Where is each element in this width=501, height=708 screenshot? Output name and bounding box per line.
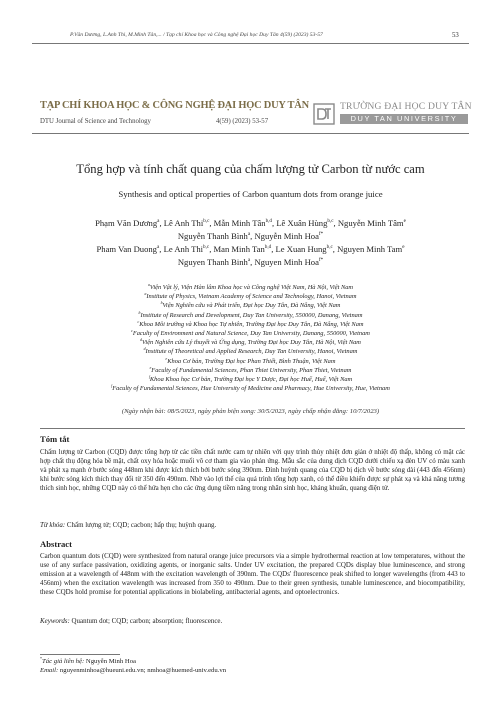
- author-affiliation-mark: f*: [318, 231, 324, 238]
- author-name: Man Minh Tan: [213, 244, 265, 254]
- author-affiliation-mark: a: [247, 231, 251, 238]
- footnote-contact: [40, 655, 137, 665]
- affiliation-text: Khoa Môi trường và Khoa học Tự nhiên, Trường Đại học Duy Tân, Đà Nẵng, Việt Nam: [139, 320, 364, 328]
- logo-name-en: DUY TAN UNIVERSITY: [340, 114, 468, 124]
- affiliation-text: Faculty of Environment and Natural Science, Duy Tan University, Danang, 550000, Vietnam: [132, 330, 370, 338]
- author-affiliation-mark: b,c: [327, 218, 334, 225]
- email-label: Email:: [40, 667, 59, 674]
- affiliations: [30, 283, 471, 393]
- affiliation-mark: e: [165, 356, 168, 361]
- abstract-vi-text: Chấm lượng tử Carbon (CQD) được tổng hợp từ các tiền chất nước cam tự nhiên với quy trình thủy nhiệt đơn giản ở nhiệt độ thấp, không có mặt các hợp chất thụ động hóa bề mặt, chất oxy hóa hoặc muối vô cơ tham gia vào phản ứng. Mẫu sắc của dung dịch CQD dưới chiếu xạ đèn UV có màu xanh và phát xạ mạnh ở bước sóng 448nm khi được kích thích bởi bước sóng 390nm. Đỉnh huỳnh quang của CQD bị dịch về bước sóng dài (443 đến 456nm) khi bước sóng kích thích thay đổi từ 350 đến 490nm. Nhờ vào lợi thế của quá trình tổng hợp xanh, có thể điều khiển được sự phát xạ và khả năng tương thích sinh học, những CQD này có thể hứa hẹn cho các ứng dụng tiềm năng trong nhãn sinh học, kháng khuẩn, quang điện tử.: [40, 448, 465, 493]
- author-name: Pham Van Duong: [96, 244, 157, 254]
- author-name: Mẫn Minh Tân: [213, 218, 266, 228]
- header-rule: [32, 43, 469, 44]
- journal-volume: 4(59) (2023) 53-57: [216, 118, 269, 125]
- affiliation-text: Viện Nghiên cứu và Phát triển, Đại học Duy Tân, Đà Nẵng, Việt Nam: [162, 302, 341, 310]
- abstract-vi-heading: Tóm tắt: [40, 434, 70, 444]
- affiliation-line: [30, 357, 471, 366]
- journal-name-vi: TẠP CHÍ KHOA HỌC & CÔNG NGHỆ ĐẠI HỌC DUY TÂN: [40, 100, 309, 111]
- abstract-rule: [40, 428, 465, 429]
- abstract-en-heading: Abstract: [40, 539, 72, 549]
- affiliation-text: Faculty of Fundamental Sciences, Phan Thiet University, Phan Thiet, Vietnam: [151, 366, 352, 374]
- logo-name-vi: TRƯỜNG ĐẠI HỌC DUY TÂN: [340, 101, 472, 112]
- affiliation-mark: f: [148, 374, 150, 379]
- affiliation-line: [30, 338, 471, 347]
- author-name: Le Xuan Hung: [275, 244, 327, 254]
- authors-vi-line1: Phạm Văn Dương$^a$, Lê Anh Thi$^{b,c}$, Mẫn Minh Tân$^{b,d}$, Lê Xuân Hùng$^{b,c}$, Nguyễn Minh Tâm$^e$: [95, 218, 406, 228]
- keywords-en-values: Quantum dot; CQD; carbon; absorption; fluorescence.: [71, 617, 223, 625]
- author-affiliation-mark: f*: [318, 257, 324, 264]
- contact-name: Nguyễn Minh Hoa: [85, 658, 137, 665]
- author-name: Nguyễn Minh Hoa: [254, 231, 319, 241]
- footnote-marker: *: [40, 655, 43, 661]
- author-affiliation-mark: b,c: [203, 244, 210, 251]
- journal-rule: [32, 133, 469, 134]
- affiliation-mark: f: [111, 384, 113, 389]
- keywords-en-label: Keywords:: [40, 617, 70, 625]
- running-header: P.Văn Dương, L.Anh Thi, M.Minh Tân,... / Tạp chí Khoa học và Công nghệ Đại học Duy Tân 4(59) (2023) 53-57: [70, 32, 323, 38]
- affiliation-mark: d: [143, 347, 146, 352]
- affiliation-line: [30, 320, 471, 329]
- affiliation-line: [30, 292, 471, 301]
- affiliation-text: Institute of Research and Development, Duy Tan University, 550000, Danang, Vietnam: [140, 311, 363, 319]
- author-affiliation-mark: e: [403, 218, 406, 225]
- authors-en-line2: Nguyen Thanh Binh$^a$, Nguyen Minh Hoa$^{f*}$: [177, 257, 324, 267]
- author-name: Nguyen Minh Hoa: [254, 257, 319, 267]
- affiliation-text: Viện Nghiên cứu Lý thuyết và Ứng dụng, Trường Đại học Duy Tân, Hà Nội, Việt Nam: [142, 339, 361, 347]
- keywords-vi-values: Chấm lượng tử; CQD; cacbon; hấp thụ; huỳnh quang.: [66, 521, 217, 529]
- abstract-en-text: Carbon quantum dots (CQD) were synthesized from natural orange juice precursors via a simple hydrothermal reaction at low temperatures, without the use of any surface passivation, oxidizing agents, or inorganic salts. Under UV excitation, the prepared CQDs display blue luminescence, and strong emission at a wavelength of 448nm with the excitation wavelength of 390nm. The CQDs' fluorescence peak shifted to longer wavelengths (from 443 to 456nm) when the excitation wavelength was increased from 350 to 490nm. Due to their green synthesis, tunable luminescence, and biocompatibility, these CQDs hold promise for potential applications in biolabeling, antibacterial agents, and optoelectronics.: [40, 552, 465, 597]
- author-affiliation-mark: b,d: [264, 244, 272, 251]
- author-affiliation-mark: b,c: [326, 244, 333, 251]
- author-name: Lê Xuân Hùng: [276, 218, 328, 228]
- affiliation-text: Khoa Cơ bản, Trường Đại học Phan Thiết, Bình Thuận, Việt Nam: [167, 357, 336, 365]
- keywords-vi-label: Từ khóa:: [40, 521, 66, 529]
- affiliation-text: Institute of Theoretical and Applied Research, Duy Tan University, Hanoi, Vietnam: [145, 348, 358, 356]
- author-name: Le Anh Thi: [163, 244, 204, 254]
- university-logo: [313, 101, 472, 129]
- affiliation-line: [30, 347, 471, 356]
- affiliation-line: [30, 384, 471, 393]
- email-addresses: nguyenminhoa@hueuni.edu.vn; nmhoa@huemed-univ.edu.vn: [59, 667, 227, 674]
- affiliation-text: Faculty of Fundamental Sciences, Hue University of Medicine and Pharmacy, Hue University, Hue, Vietnam: [112, 385, 390, 393]
- authors-en-line1: Pham Van Duong$^a$, Le Anh Thi$^{b,c}$, Man Minh Tan$^{b,d}$, Le Xuan Hung$^{b,c}$, Nguyen Minh Tam$^e$: [96, 244, 405, 254]
- keywords-en: [40, 617, 465, 625]
- keywords-vi: [40, 521, 465, 529]
- author-affiliation-mark: a: [247, 257, 251, 264]
- footnote-email: [40, 667, 226, 674]
- author-name: Nguyen Minh Tam: [337, 244, 403, 254]
- authors-vi: [30, 217, 471, 243]
- author-name: Phạm Văn Dương: [95, 218, 158, 228]
- affiliation-line: [30, 301, 471, 310]
- author-name: Lê Anh Thi: [163, 218, 204, 228]
- author-affiliation-mark: e: [402, 244, 405, 251]
- page-number: 53: [452, 32, 459, 39]
- contact-label: Tác giả liên hệ:: [42, 658, 85, 665]
- affiliation-mark: a: [144, 292, 147, 297]
- affiliation-text: Khoa Khoa học Cơ bản, Trường Đại học Y Dược, Đại học Huế, Huế, Việt Nam: [149, 376, 353, 384]
- affiliation-line: [30, 366, 471, 375]
- author-affiliation-mark: a: [156, 244, 160, 251]
- paper-title-vi: Tổng hợp và tính chất quang của chấm lượng tử Carbon từ nước cam: [76, 162, 425, 176]
- affiliation-mark: d: [140, 338, 142, 343]
- affiliation-line: [30, 375, 471, 384]
- footnote-rule: [40, 654, 120, 655]
- university-crest-icon: [313, 103, 335, 125]
- affiliation-mark: b: [160, 301, 163, 306]
- affiliation-text: Institute of Physics, Vietnam Academy of Science and Technology, Hanoi, Vietnam: [146, 293, 357, 301]
- author-name: Nguyễn Minh Tâm: [337, 218, 404, 228]
- article-dates: (Ngày nhận bài: 08/5/2023, ngày phản biện xong: 30/5/2023, ngày chấp nhận đăng: 10/7/2023): [121, 408, 380, 415]
- paper-title-en: Synthesis and optical properties of Carbon quantum dots from orange juice: [118, 189, 383, 199]
- authors-en: [30, 243, 471, 269]
- affiliation-line: [30, 283, 471, 292]
- author-affiliation-mark: b,c: [203, 218, 210, 225]
- author-name: Nguyen Thanh Binh: [177, 257, 248, 267]
- affiliation-mark: e: [149, 365, 152, 370]
- affiliation-mark: a: [147, 282, 150, 287]
- affiliation-mark: c: [137, 319, 140, 324]
- affiliation-line: [30, 311, 471, 320]
- affiliation-line: [30, 329, 471, 338]
- author-name: Nguyễn Thanh Bình: [177, 231, 248, 241]
- author-affiliation-mark: a: [157, 218, 160, 225]
- affiliation-text: Viện Vật lý, Viện Hàn lâm Khoa học và Công nghệ Việt Nam, Hà Nội, Việt Nam: [149, 284, 354, 291]
- affiliation-mark: b: [138, 310, 141, 315]
- authors-vi-line2: Nguyễn Thanh Bình$^a$, Nguyễn Minh Hoa$^{f*}$: [177, 231, 324, 241]
- journal-name-en: DTU Journal of Science and Technology: [40, 118, 151, 125]
- author-affiliation-mark: b,d: [265, 218, 273, 225]
- affiliation-mark: c: [131, 328, 133, 333]
